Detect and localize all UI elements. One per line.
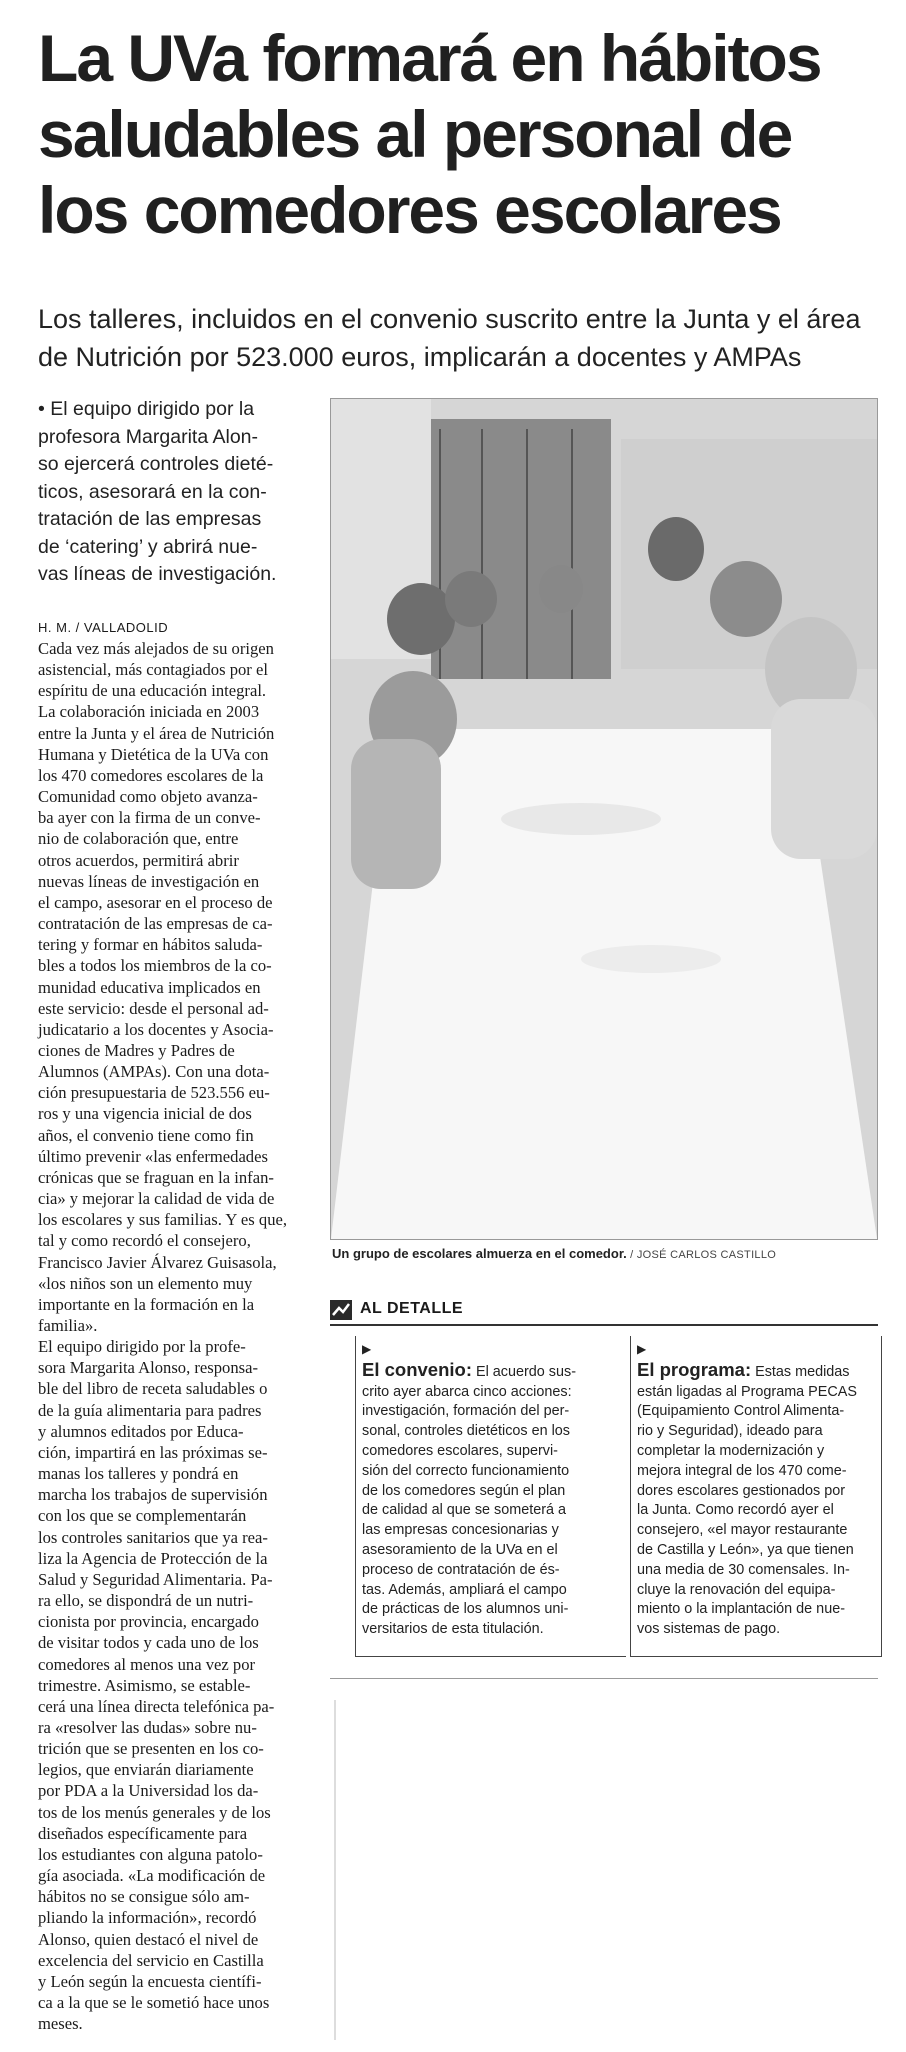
subhead-line-2: de Nutrición por 523.000 euros, implicarán a docentes y AMPAs — [38, 342, 802, 372]
body-line: años, el convenio tiene como fin — [38, 1125, 254, 1145]
subhead-line-1: Los talleres, incluidos en el convenio suscrito entre la Junta y el área — [38, 304, 861, 334]
body-line: y alumnos editados por Educa- — [38, 1421, 244, 1441]
programa-line: miento o la implantación de nue- — [637, 1601, 845, 1618]
body-line: Francisco Javier Álvarez Guisasola, — [38, 1252, 277, 1272]
bottom-rule — [330, 1678, 878, 1679]
body-line: munidad educativa implicados en — [38, 977, 261, 997]
convenio-line: sonal, controles dietéticos en los — [362, 1423, 570, 1440]
body-line: contratación de las empresas de ca- — [38, 914, 273, 934]
convenio-line: las empresas concesionarias y — [362, 1522, 559, 1539]
body-line: espíritu de una educación integral. — [38, 681, 267, 701]
headline-line-1: La UVa formará en hábitos — [38, 21, 821, 95]
body-line: Cada vez más alejados de su origen — [38, 639, 274, 658]
convenio-line: proceso de contratación de és- — [362, 1561, 560, 1578]
lead-line: de ‘catering’ y abrirá nue- — [38, 535, 258, 558]
body-line: este servicio: desde el personal ad- — [38, 998, 269, 1018]
byline: H. M. / VALLADOLID — [38, 620, 169, 635]
body-line: nuevas líneas de investigación en — [38, 871, 260, 891]
lead-line: profesora Margarita Alon- — [38, 425, 259, 448]
body-line: Humana y Dietética de la UVa con — [38, 744, 269, 764]
headline — [38, 20, 888, 248]
body-line: de visitar todos y cada uno de los — [38, 1633, 259, 1653]
body-line: comedores al menos una vez por — [38, 1654, 256, 1674]
lead-summary — [38, 396, 300, 589]
body-line: cia» y mejorar la calidad de vida de — [38, 1189, 275, 1209]
body-line: ra «resolver las dudas» sobre nu- — [38, 1717, 257, 1737]
convenio-line: versitarios de esta titulación. — [362, 1621, 544, 1638]
convenio-line: crito ayer abarca cinco acciones: — [362, 1383, 572, 1400]
body-line: gía asociada. «La modificación de — [38, 1866, 266, 1886]
body-line: y León según la encuesta científi- — [38, 1971, 262, 1991]
body-line: meses. — [38, 2014, 83, 2034]
body-line: excelencia del servicio en Castilla — [38, 1950, 264, 1970]
body-line: bles a todos los miembros de la co- — [38, 956, 272, 976]
body-line: ble del libro de receta saludables o — [38, 1379, 268, 1399]
detail-box-convenio — [355, 1336, 626, 1657]
scan-artifact — [334, 1700, 336, 2040]
body-line: asistencial, más contagiados por el — [38, 660, 268, 680]
headline-line-2: saludables al personal de — [38, 97, 792, 171]
body-line: los 470 comedores escolares de la — [38, 765, 264, 785]
convenio-line: de los comedores según el plan — [362, 1482, 566, 1499]
convenio-line: investigación, formación del per- — [362, 1403, 570, 1420]
body-line: de la guía alimentaria para padres — [38, 1400, 262, 1420]
detail-section-title: AL DETALLE — [360, 1300, 464, 1317]
body-line: entre la Junta y el área de Nutrición — [38, 723, 275, 743]
convenio-line: tas. Además, ampliará el campo — [362, 1581, 567, 1598]
body-line: ción, impartirá en las próximas se- — [38, 1442, 268, 1462]
body-line: ba ayer con la firma de un conve- — [38, 808, 261, 828]
programa-line: la Junta. Como recordó ayer el — [637, 1502, 834, 1519]
lead-line: tratación de las empresas — [38, 508, 262, 530]
photo-credit: / JOSÉ CARLOS CASTILLO — [626, 1249, 777, 1261]
body-line: liza la Agencia de Protección de la — [38, 1548, 268, 1568]
body-line: crónicas que se fraguan en la infan- — [38, 1167, 274, 1187]
programa-line: de Castilla y León», ya que tienen — [637, 1541, 854, 1558]
body-line: el campo, asesorar en el proceso de — [38, 892, 273, 912]
body-line: tos de los menús generales y de los — [38, 1802, 271, 1822]
body-line: otros acuerdos, permitirá abrir — [38, 850, 239, 870]
body-line: tering y formar en hábitos saluda- — [38, 935, 263, 955]
convenio-line: de prácticas de los alumnos uni- — [362, 1601, 569, 1618]
body-line: ca a la que se le sometió hace unos — [38, 1993, 270, 2012]
photo-illustration — [331, 399, 877, 1239]
convenio-first-line — [362, 1340, 620, 1383]
subheadline — [38, 300, 888, 376]
lead-line: so ejercerá controles dieté- — [38, 453, 274, 475]
body-line: judicatario a los docentes y Asocia- — [38, 1019, 274, 1039]
detail-section-header — [330, 1298, 878, 1326]
convenio-label: El convenio: — [362, 1358, 472, 1380]
detail-box-programa — [630, 1336, 882, 1657]
body-line: trición que se presenten en los co- — [38, 1739, 264, 1759]
programa-line: consejero, «el mayor restaurante — [637, 1522, 848, 1539]
body-line: «los niños son un elemento muy — [38, 1273, 253, 1293]
body-line: cerá una línea directa telefónica pa- — [38, 1696, 275, 1716]
body-line: El equipo dirigido por la profe- — [38, 1337, 246, 1357]
body-line: ros y una vigencia inicial de dos — [38, 1104, 252, 1124]
programa-line: cluye la renovación del equipa- — [637, 1581, 836, 1598]
lead-line: vas líneas de investigación. — [38, 563, 277, 585]
body-line: sora Margarita Alonso, responsa- — [38, 1358, 258, 1378]
programa-line: (Equipamiento Control Alimenta- — [637, 1403, 845, 1420]
body-line: por PDA a la Universidad los da- — [38, 1781, 259, 1801]
convenio-line: asesoramiento de la UVa en el — [362, 1541, 558, 1558]
convenio-line: de calidad al que se someterá a — [362, 1502, 566, 1519]
lead-line: ticos, asesorará en la con- — [38, 480, 267, 503]
body-line: los escolares y sus familias. Y es que, — [38, 1210, 288, 1230]
body-line: manas los talleres y pondrá en — [38, 1464, 239, 1484]
arrow-right-icon: ▶ — [362, 1342, 372, 1356]
programa-line: completar la modernización y — [637, 1442, 825, 1459]
convenio-line: El acuerdo sus- — [472, 1363, 576, 1380]
body-line: ciones de Madres y Padres de — [38, 1040, 235, 1060]
body-line: Alonso, quien destacó el nivel de — [38, 1929, 259, 1949]
programa-line: vos sistemas de pago. — [637, 1621, 781, 1638]
body-line: ción presupuestaria de 523.556 eu- — [38, 1083, 270, 1103]
body-line: cionista por provincia, encargado — [38, 1612, 259, 1632]
body-line: Comunidad como objeto avanza- — [38, 787, 258, 807]
programa-line: rio y Seguridad), ideado para — [637, 1423, 823, 1440]
body-line: los controles sanitarios que ya rea- — [38, 1527, 268, 1547]
arrow-right-icon: ▶ — [637, 1342, 647, 1356]
headline-line-3: los comedores escolares — [38, 173, 781, 247]
section-marker-icon — [330, 1300, 352, 1320]
body-line: ra ello, se dispondrá de un nutri- — [38, 1591, 254, 1611]
photo-caption — [332, 1246, 878, 1261]
article-photo — [330, 398, 878, 1240]
lead-line: • El equipo dirigido por la — [38, 398, 255, 420]
body-line: marcha los trabajos de supervisión — [38, 1485, 268, 1505]
caption-text: Un grupo de escolares almuerza en el comedor. — [332, 1246, 627, 1261]
body-line: Salud y Seguridad Alimentaria. Pa- — [38, 1569, 273, 1589]
body-line: La colaboración iniciada en 2003 — [38, 702, 260, 722]
body-line: trimestre. Asimismo, se estable- — [38, 1675, 251, 1695]
body-line: tal y como recordó el consejero, — [38, 1231, 251, 1251]
body-line: Alumnos (AMPAs). Con una dota- — [38, 1062, 270, 1082]
article-body — [38, 638, 304, 2034]
programa-line: Estas medidas — [751, 1363, 850, 1380]
programa-line: están ligadas al Programa PECAS — [637, 1383, 857, 1400]
body-line: con los que se complementarán — [38, 1506, 247, 1526]
convenio-line: comedores escolares, supervi- — [362, 1442, 558, 1459]
programa-first-line — [637, 1340, 875, 1383]
body-line: nio de colaboración que, entre — [38, 829, 239, 849]
programa-line: una media de 30 comensales. In- — [637, 1561, 850, 1578]
programa-label: El programa: — [637, 1358, 752, 1380]
body-line: los estudiantes con alguna patolo- — [38, 1844, 263, 1864]
body-line: legios, que enviarán diariamente — [38, 1760, 254, 1780]
body-line: importante en la formación en la — [38, 1294, 255, 1314]
programa-line: dores escolares gestionados por — [637, 1482, 845, 1499]
body-line: diseñados específicamente para — [38, 1823, 248, 1843]
body-line: familia». — [38, 1316, 98, 1335]
body-line: hábitos no se consigue sólo am- — [38, 1887, 250, 1907]
convenio-line: sión del correcto funcionamiento — [362, 1462, 570, 1479]
body-line: pliando la información», recordó — [38, 1908, 257, 1928]
programa-line: mejora integral de los 470 come- — [637, 1462, 847, 1479]
body-line: último prevenir «las enfermedades — [38, 1146, 268, 1166]
